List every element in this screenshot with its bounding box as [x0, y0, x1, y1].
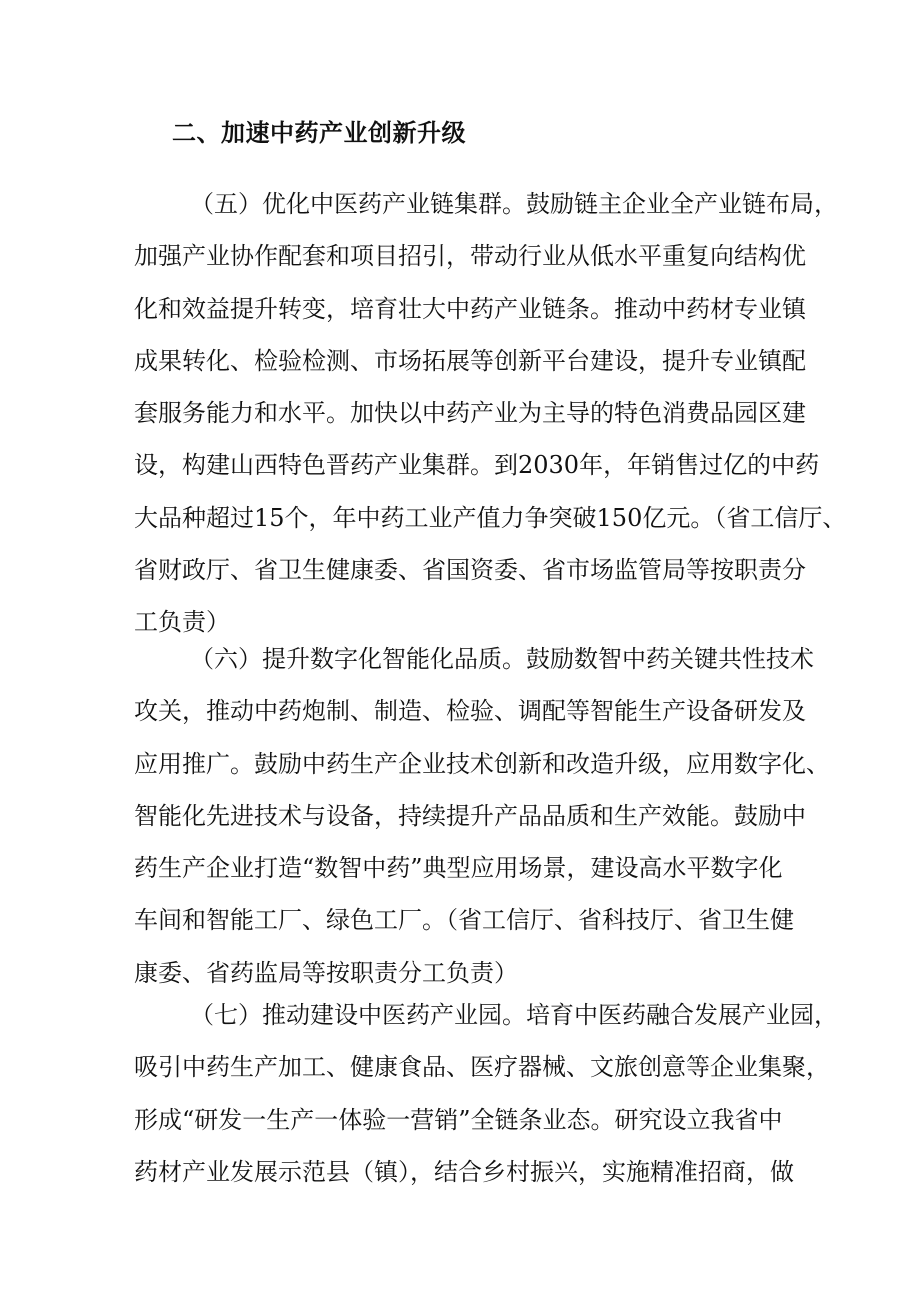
section-heading: 二、加速中药产业创新升级	[172, 119, 466, 147]
paragraph-5	[134, 178, 847, 649]
paragraph-line: 药生产企业打造“数智中药”典型应用场景，建设高水平数字化	[134, 854, 783, 883]
paragraph-line: 设，构建山西特色晋药产业集群。到2030年，年销售过亿的中药	[134, 451, 820, 480]
paragraph-line: 药材产业发展示范县（镇），结合乡村振兴，实施精准招商，做	[134, 1157, 794, 1186]
paragraph-line: 康委、省药监局等按职责分工负责）	[134, 958, 518, 987]
paragraph-6	[134, 633, 830, 999]
paragraph-line: 车间和智能工厂、绿色工厂。（省工信厅、省科技厅、省卫生健	[134, 906, 794, 935]
paragraph-line: 成果转化、检验检测、市场拓展等创新平台建设，提升专业镇配	[134, 346, 806, 375]
paragraph-line: （五）优化中医药产业链集群。鼓励链主企业全产业链布局，	[190, 190, 838, 218]
paragraph-line: 化和效益提升转变，培育壮大中药产业链条。推动中药材专业镇	[134, 294, 806, 323]
paragraph-line: 套服务能力和水平。加快以中药产业为主导的特色消费品园区建	[134, 399, 806, 428]
paragraph-7	[134, 989, 838, 1198]
paragraph-line: 形成“研发一生产一体验一营销”全链条业态。研究设立我省中	[134, 1105, 783, 1134]
paragraph-line: 省财政厅、省卫生健康委、省国资委、省市场监管局等按职责分	[134, 556, 806, 585]
paragraph-line: 攻关，推动中药炮制、制造、检验、调配等智能生产设备研发及	[134, 697, 806, 726]
paragraph-line: 吸引中药生产加工、健康食品、医疗器械、文旅创意等企业集聚，	[134, 1053, 830, 1082]
paragraph-line: 加强产业协作配套和项目招引，带动行业从低水平重复向结构优	[134, 242, 806, 271]
paragraph-line: 工负责）	[134, 608, 230, 637]
paragraph-line: （六）提升数字化智能化品质。鼓励数智中药关键共性技术	[190, 645, 814, 673]
paragraph-line: 应用推广。鼓励中药生产企业技术创新和改造升级，应用数字化、	[134, 749, 830, 778]
paragraph-line: 智能化先进技术与设备，持续提升产品品质和生产效能。鼓励中	[134, 801, 806, 830]
paragraph-line: 大品种超过15个，年中药工业产值力争突破150亿元。（省工信厅、	[134, 503, 847, 532]
paragraph-line: （七）推动建设中医药产业园。培育中医药融合发展产业园，	[190, 1001, 838, 1029]
